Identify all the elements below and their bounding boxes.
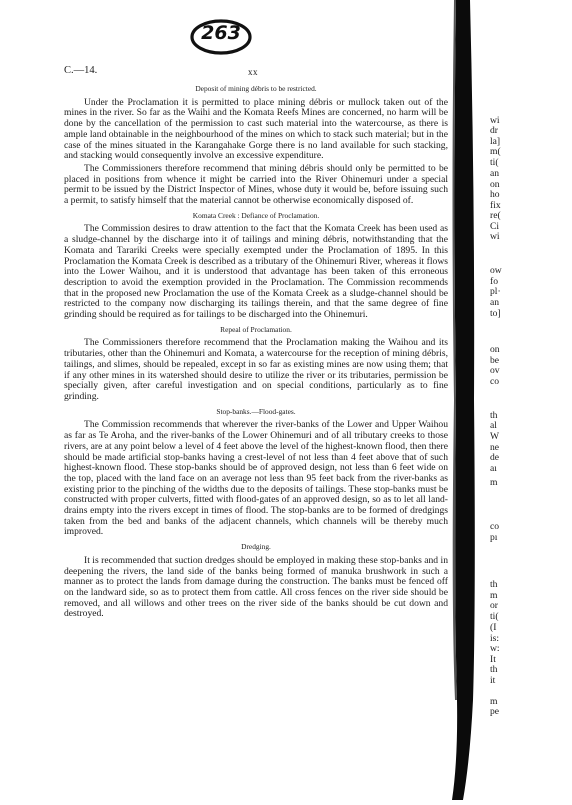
- margin-fragment: an: [490, 297, 500, 308]
- margin-fragment: W: [490, 431, 500, 442]
- margin-fragment: be: [490, 355, 500, 366]
- margin-fragment: m: [490, 590, 498, 601]
- section-heading: Komata Creek : Defiance of Proclamation.: [192, 210, 320, 220]
- page-roman-numeral: xx: [248, 67, 258, 77]
- margin-fragment: m(: [490, 146, 501, 157]
- margin-fragment: m: [490, 477, 498, 488]
- margin-fragment: ti(: [490, 157, 499, 168]
- margin-fragment: wi: [490, 231, 500, 242]
- margin-fragment: aı: [490, 463, 497, 474]
- margin-fragment: w:: [490, 643, 500, 654]
- margin-fragment: is:: [490, 633, 500, 644]
- section-heading: Dredging.: [241, 542, 271, 552]
- paragraph: The Commission desires to draw attention to the fact that the Komata Creek has been used as a sludge-channel by the discharge into it of tailings and mining débris, notwithstanding that the Komata and Tarariki Creeks were specially exempted under the Proclamation of 1895. In this Proclamation the Komata Creek is described as a tributary of the Ohinemuri River, whereas it flows into the Lower Waihou, and it is understood that advantage has been taken of this erroneous description to avoid the exemption provided in the Proclamation. The Commission recommends that in the proposed new Proclamation the use of the Komata Creek as a sludge-channel should be restricted to the company now discharging its tailings therein, and that the same degree of fine grinding should be required as for tailings to be discharged into the Ohinemuri.: [64, 223, 448, 321]
- margin-fragment: pı: [490, 532, 498, 543]
- paragraph: The Commissioners therefore recommend that mining débris should only be permitted to be placed in positions from whence it might be carried into the River Ohinemuri under a special permit to be issued by the District Inspector of Mines, whose duty it would be, before issuing such a permit, to satisfy himself that the material cannot be otherwise economically disposed of.: [64, 162, 448, 207]
- margin-fragment: th: [490, 579, 498, 590]
- margin-fragment: to]: [490, 308, 501, 319]
- margin-fragment: th: [490, 410, 498, 421]
- margin-fragment: an: [490, 168, 500, 179]
- margin-fragment: It: [490, 654, 496, 665]
- margin-fragment: wi: [490, 115, 500, 126]
- margin-fragment: or: [490, 600, 498, 611]
- paragraph: Under the Proclamation it is permitted to place mining débris or mullock taken out of the mines in the river. So far as the Waihi and the Komata Reefs Mines are concerned, no harm will be done by the cancellation of the permission to cast such material into the watercourse, as there is ample land obtainable in the neighbourhood of the mines on which to stack such material; but in the case of the mines situated in the Karangahake Gorge there is no land available for such stacking, and stacking would consequently involve an excessive expenditure.: [64, 96, 448, 162]
- margin-fragment: pe: [490, 706, 500, 717]
- margin-fragment: it: [490, 675, 496, 686]
- margin-fragment: fix: [490, 200, 501, 211]
- page-number-stamp: [186, 16, 256, 56]
- paragraph: The Commission recommends that wherever the river-banks of the Lower and Upper Waihou as far as Te Aroha, and the river-banks of the Lower Ohinemuri and of all tributary creeks to those rivers, are at any point below a level of 4 feet above the level of the highest-known flood, then there should be made artificial stop-banks having a crest-level of not less than 4 feet above that of such highest-known flood. These stop-banks should be of approved design, not less than 6 feet wide on the top, placed with the land face on an average not less than 95 feet back from the river-banks as existing prior to the pinching of the widths due to the deposits of tailings. These stop-banks must be constructed with proper culverts, fitted with flood-gates of an approved design, so as to let all land-drains empty into the rivers except in times of flood. The stop-banks are to be formed of dredgings taken from the bed and banks of the adjacent channels, which channels will be thereby much improved.: [64, 419, 448, 538]
- margin-fragment: dr: [490, 125, 498, 136]
- margin-fragment: ow: [490, 265, 502, 276]
- margin-fragment: re(: [490, 210, 501, 221]
- report-code: C.—14.: [64, 65, 98, 76]
- paragraph: The Commissioners therefore recommend that the Proclamation making the Waihou and its tributaries, other than the Ohinemuri and Komata, a watercourse for the reception of mining débris, tailings, and slimes, should be repealed, except in so far as existing mines are now using them; that if any other mines in its watershed should desire to utilize the river or its tributaries, permission be specially given, after careful investigation and on special conditions, particularly as to fine grinding.: [64, 337, 448, 402]
- margin-fragment: on: [490, 344, 500, 355]
- margin-fragment: th: [490, 664, 498, 675]
- stamp-number: 263: [201, 22, 241, 44]
- margin-fragment: pl·: [490, 286, 501, 297]
- binding-shadow-shape: [446, 0, 482, 800]
- report-body: [64, 80, 448, 620]
- margin-fragment: on: [490, 179, 500, 190]
- margin-fragment: ne: [490, 442, 500, 453]
- binding-shadow: [446, 0, 482, 800]
- section-heading: Repeal of Proclamation.: [220, 324, 292, 334]
- margin-fragment: ov: [490, 365, 500, 376]
- margin-fragment: Ci: [490, 221, 500, 232]
- facing-page-margin: [484, 0, 572, 800]
- margin-fragment: co: [490, 376, 500, 387]
- margin-fragment: co: [490, 521, 500, 532]
- margin-fragment: ho: [490, 189, 500, 200]
- margin-fragment: fo: [490, 276, 498, 287]
- margin-fragment: (I: [490, 622, 497, 633]
- paragraph: It is recommended that suction dredges should be employed in making these stop-banks and in deepening the rivers, the land side of the banks being formed of manuka brushwork in such a manner as to protect the lands from damage during the construction. The banks must be fenced off on the landward side, so as to protect them from cattle. All cross fences on the river side should be removed, and all willows and other trees on the river side of the banks should be cut down and destroyed.: [64, 554, 448, 620]
- margin-fragment: al: [490, 420, 497, 431]
- margin-fragment: m: [490, 696, 498, 707]
- section-heading: Deposit of mining débris to be restricted.: [195, 84, 317, 93]
- section-heading: Stop-banks.—Flood-gates.: [216, 406, 296, 416]
- margin-fragment: la]: [490, 136, 501, 147]
- margin-fragment: de: [490, 452, 500, 463]
- margin-fragment: ti(: [490, 611, 499, 622]
